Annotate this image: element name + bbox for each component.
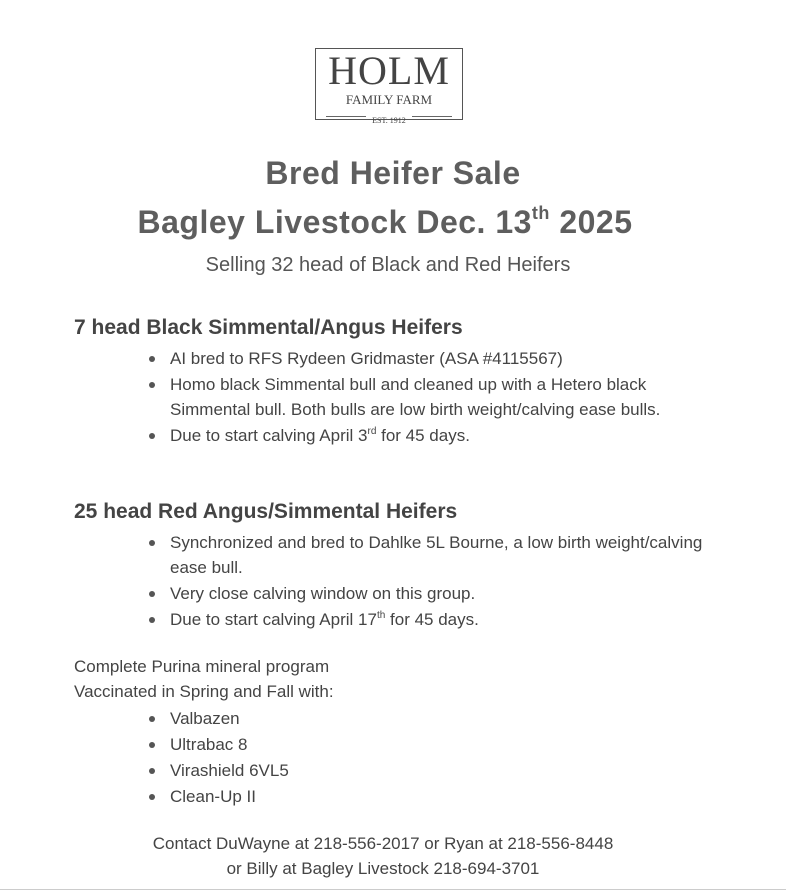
list-item — [170, 423, 730, 448]
date-ordinal: th — [531, 203, 550, 223]
section1-list — [170, 346, 730, 449]
list-item: Valbazen — [170, 706, 730, 731]
list-item: Ultrabac 8 — [170, 732, 730, 757]
sale-location-date — [0, 203, 770, 241]
vaccine-list — [170, 706, 730, 810]
list-item: Very close calving window on this group. — [170, 581, 730, 606]
mineral-program-text: Complete Purina mineral program — [74, 657, 330, 676]
ordinal: th — [376, 610, 386, 621]
vaccination-text: Vaccinated in Spring and Fall with: — [74, 682, 334, 701]
ordinal: rd — [367, 426, 377, 437]
list-item: AI bred to RFS Rydeen Gridmaster (ASA #4115567) — [170, 346, 730, 371]
logo-est-row — [316, 110, 462, 125]
location-date-text: Bagley Livestock Dec. 13 — [137, 204, 532, 240]
sale-title: Bred Heifer Sale — [265, 155, 521, 191]
bullet-text: for 45 days. — [385, 610, 479, 629]
section2-list — [170, 530, 730, 633]
bullet-text: Due to start calving April 3 — [170, 426, 368, 445]
list-item: Synchronized and bred to Dahlke 5L Bourne, a low birth weight/calving ease bull. — [170, 530, 730, 580]
logo-subtitle: FAMILY FARM — [345, 92, 433, 107]
bullet-text: Due to start calving April 17 — [170, 610, 377, 629]
section2-heading: 25 head Red Angus/Simmental Heifers — [74, 500, 458, 523]
logo-name: HOLM — [328, 48, 450, 93]
logo-est: EST. 1912 — [372, 116, 406, 125]
list-item: Homo black Simmental bull and cleaned up with a Hetero black Simmental bull. Both bulls are low birth weight/calving ease bulls. — [170, 372, 730, 422]
contact-line-1: Contact DuWayne at 218-556-2017 or Ryan at 218-556-8448 — [152, 834, 614, 853]
bullet-text: for 45 days. — [376, 426, 470, 445]
list-item — [170, 607, 730, 632]
page-bottom-border — [0, 889, 786, 890]
holm-family-farm-logo — [315, 48, 463, 125]
sale-subtitle: Selling 32 head of Black and Red Heifers — [205, 254, 571, 276]
list-item: Clean-Up II — [170, 784, 730, 809]
sale-year: 2025 — [549, 204, 633, 240]
list-item: Virashield 6VL5 — [170, 758, 730, 783]
section1-heading: 7 head Black Simmental/Angus Heifers — [74, 316, 463, 339]
contact-line-2: or Billy at Bagley Livestock 218-694-3701 — [226, 859, 540, 878]
